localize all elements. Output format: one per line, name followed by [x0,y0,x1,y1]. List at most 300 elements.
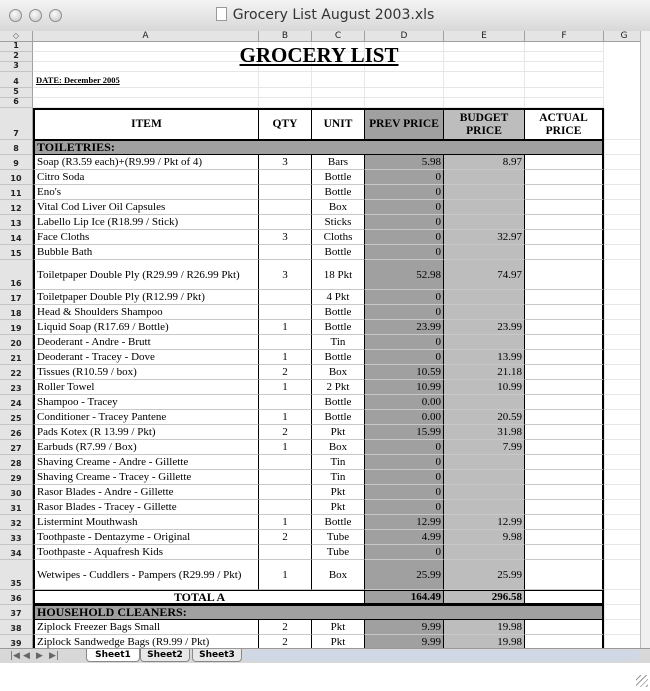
cell-prev[interactable]: 25.99 [365,560,444,590]
grid-line [604,619,640,620]
cell-qty[interactable] [259,185,312,200]
cell-unit[interactable]: Sticks [312,215,365,230]
last-sheet-icon[interactable]: ▶| [49,651,59,661]
cell-budget[interactable]: 21.18 [444,365,525,380]
cell-budget[interactable]: 8.97 [444,155,525,170]
item-cell[interactable]: Pads Kotex (R 13.99 / Pkt) [33,425,259,440]
cell-qty[interactable] [259,305,312,320]
window-title [0,7,650,23]
cell-qty[interactable]: 2 [259,635,312,648]
cell-budget[interactable] [444,335,525,350]
cell-prev[interactable]: 0 [365,290,444,305]
cell-budget[interactable]: 12.99 [444,515,525,530]
cell-budget[interactable] [444,545,525,560]
row-header-7[interactable]: 7 [0,108,33,140]
item-cell[interactable]: Toothpaste - Aquafresh Kids [33,545,259,560]
cell-unit[interactable]: Box [312,200,365,215]
row-header-16[interactable]: 16 [0,260,33,290]
tab-sheet1[interactable]: Sheet1 [86,649,140,662]
cell-unit[interactable]: Box [312,440,365,455]
row-header-28[interactable]: 28 [0,455,33,470]
cell-unit[interactable]: Tube [312,545,365,560]
cell-qty[interactable]: 1 [259,515,312,530]
cell-actual[interactable] [525,545,604,560]
cell-actual[interactable] [525,440,604,455]
tab-sheet2[interactable]: Sheet2 [140,649,190,662]
cell-qty[interactable]: 2 [259,530,312,545]
cell-budget[interactable]: 32.97 [444,230,525,245]
cell-prev[interactable]: 0 [365,500,444,515]
total-budget[interactable]: 296.58 [444,590,525,605]
total-prev[interactable]: 164.49 [365,590,444,605]
cell-budget[interactable] [444,470,525,485]
cell-actual[interactable] [525,185,604,200]
row-header-5[interactable]: 5 [0,88,33,98]
cell-unit[interactable]: Bottle [312,185,365,200]
grid-line [604,470,605,485]
vertical-scrollbar[interactable] [640,31,650,648]
cell-budget[interactable]: 31.98 [444,425,525,440]
column-header-d[interactable]: D [365,31,444,42]
item-cell[interactable]: Labello Lip Ice (R18.99 / Stick) [33,215,259,230]
cell-prev[interactable]: 10.59 [365,365,444,380]
grid-line [604,394,640,395]
cell-qty[interactable]: 1 [259,350,312,365]
cell-budget[interactable] [444,290,525,305]
cell-unit[interactable]: Cloths [312,230,365,245]
row-header-15[interactable]: 15 [0,245,33,260]
cell-budget[interactable] [444,215,525,230]
cell-actual[interactable] [525,485,604,500]
window-title-text: Grocery List August 2003.xls [232,7,435,23]
grid-line [604,620,605,635]
grid-line [604,229,640,230]
row-header-22[interactable]: 22 [0,365,33,380]
grid-line [604,364,640,365]
grid-line [604,589,640,590]
cell-unit[interactable]: Bottle [312,410,365,425]
cell-unit[interactable]: Tin [312,335,365,350]
item-cell[interactable]: Rasor Blades - Tracey - Gillette [33,500,259,515]
row-header-32[interactable]: 32 [0,515,33,530]
cell-budget[interactable]: 9.98 [444,530,525,545]
cell-qty[interactable]: 1 [259,380,312,395]
grid-line [604,544,640,545]
cell-prev[interactable]: 0 [365,335,444,350]
cell-actual[interactable] [525,290,604,305]
cell-actual[interactable] [525,320,604,335]
item-cell[interactable]: Toiletpaper Double Ply (R12.99 / Pkt) [33,290,259,305]
item-cell[interactable]: Ziplock Sandwedge Bags (R9.99 / Pkt) [33,635,259,648]
item-cell[interactable]: Rasor Blades - Andre - Gillette [33,485,259,500]
item-cell[interactable]: Conditioner - Tracey Pantene [33,410,259,425]
grid-line [604,635,605,648]
cell-qty[interactable] [259,215,312,230]
cell-unit[interactable]: Bottle [312,320,365,335]
grid-line [604,320,605,335]
cell-actual[interactable] [525,620,604,635]
cell-actual[interactable] [525,170,604,185]
header-item: ITEM [33,108,259,140]
item-cell[interactable]: Shaving Creame - Andre - Gillette [33,455,259,470]
row-header-21[interactable]: 21 [0,350,33,365]
grid-line [604,304,640,305]
cell-prev[interactable]: 0 [365,455,444,470]
spreadsheet-grid[interactable] [0,31,640,648]
cell-qty[interactable] [259,200,312,215]
cell-budget[interactable] [444,455,525,470]
row-header-17[interactable]: 17 [0,290,33,305]
cell-unit[interactable]: Tube [312,530,365,545]
cell-prev[interactable]: 10.99 [365,380,444,395]
cell-unit[interactable]: Tin [312,455,365,470]
cell-qty[interactable] [259,170,312,185]
cell-unit[interactable]: Pkt [312,620,365,635]
cell-unit[interactable]: Box [312,365,365,380]
cell-budget[interactable] [444,170,525,185]
grid-line [604,319,640,320]
cell-qty[interactable] [259,395,312,410]
cell-prev[interactable]: 0 [365,485,444,500]
cell-budget[interactable]: 20.59 [444,410,525,425]
cell-unit[interactable]: Bottle [312,245,365,260]
column-header-g[interactable]: G [604,31,640,42]
grid-line [604,485,605,500]
item-cell[interactable]: Listermint Mouthwash [33,515,259,530]
item-cell[interactable]: Ziplock Freezer Bags Small [33,620,259,635]
cell-budget[interactable]: 7.99 [444,440,525,455]
grid-line [604,410,605,425]
row-header-14[interactable]: 14 [0,230,33,245]
cell-qty[interactable]: 3 [259,230,312,245]
row-header-9[interactable]: 9 [0,155,33,170]
cell-budget[interactable]: 13.99 [444,350,525,365]
column-header-a[interactable]: A [33,31,259,42]
item-cell[interactable]: Face Cloths [33,230,259,245]
cell-unit[interactable]: Bottle [312,170,365,185]
item-cell[interactable]: Bubble Bath [33,245,259,260]
row-header-27[interactable]: 27 [0,440,33,455]
item-cell[interactable]: Deoderant - Tracey - Dove [33,350,259,365]
row-header-24[interactable]: 24 [0,395,33,410]
row-header-39[interactable]: 39 [0,635,33,648]
cell-actual[interactable] [525,230,604,245]
row-header-18[interactable]: 18 [0,305,33,320]
cell-unit[interactable]: Bars [312,155,365,170]
grid-line [311,72,312,88]
section-label[interactable]: HOUSEHOLD CLEANERS: [33,605,604,620]
cell-actual[interactable] [525,155,604,170]
column-header-e[interactable]: E [444,31,525,42]
grid-line [33,87,604,88]
cell-qty[interactable]: 2 [259,365,312,380]
cell-actual[interactable] [525,410,604,425]
cell-qty[interactable]: 2 [259,620,312,635]
row-header-19[interactable]: 19 [0,320,33,335]
cell-actual[interactable] [525,260,604,290]
cell-prev[interactable]: 23.99 [365,320,444,335]
row-header-26[interactable]: 26 [0,425,33,440]
row-header-38[interactable]: 38 [0,620,33,635]
cell-actual[interactable] [525,530,604,545]
cell-prev[interactable]: 12.99 [365,515,444,530]
section-label[interactable]: TOILETRIES: [33,140,604,155]
cell-budget[interactable] [444,200,525,215]
row-header-31[interactable]: 31 [0,500,33,515]
grid-line [604,454,640,455]
cell-budget[interactable]: 23.99 [444,320,525,335]
item-cell[interactable]: Toiletpaper Double Ply (R29.99 / R26.99 Pkt) [33,260,259,290]
column-header-b[interactable]: B [259,31,312,42]
cell-prev[interactable]: 0.00 [365,395,444,410]
grid-line [33,71,604,72]
grid-line [604,424,640,425]
item-cell[interactable]: Earbuds (R7.99 / Box) [33,440,259,455]
sheet-title[interactable]: GROCERY LIST [239,43,399,67]
cell-qty[interactable] [259,470,312,485]
cell-prev[interactable]: 5.98 [365,155,444,170]
cell-unit[interactable]: 4 Pkt [312,290,365,305]
cell-prev[interactable]: 15.99 [365,425,444,440]
grid-line [603,72,604,88]
cell-actual[interactable] [525,425,604,440]
grid-line [604,455,605,470]
row-header-35[interactable]: 35 [0,560,33,590]
row-header-10[interactable]: 10 [0,170,33,185]
cell-actual[interactable] [525,245,604,260]
item-cell[interactable]: Vital Cod Liver Oil Capsules [33,200,259,215]
grid-line [604,590,605,605]
cell-qty[interactable] [259,485,312,500]
row-header-8[interactable]: 8 [0,140,33,155]
first-sheet-icon[interactable]: |◀ [10,651,20,661]
cell-prev[interactable]: 52.98 [365,260,444,290]
cell-qty[interactable] [259,500,312,515]
tab-sheet3[interactable]: Sheet3 [192,649,242,662]
cell-budget[interactable]: 19.98 [444,635,525,648]
item-cell[interactable]: Head & Shoulders Shampoo [33,305,259,320]
row-header-30[interactable]: 30 [0,485,33,500]
cell-actual[interactable] [525,515,604,530]
row-header-13[interactable]: 13 [0,215,33,230]
cell-actual[interactable] [525,395,604,410]
cell-prev[interactable]: 0 [365,185,444,200]
cell-unit[interactable]: Bottle [312,305,365,320]
cell-qty[interactable]: 1 [259,560,312,590]
cell-unit[interactable]: 2 Pkt [312,380,365,395]
cell-budget[interactable] [444,185,525,200]
grid-line [604,260,605,290]
grid-line [604,259,640,260]
row-header-1[interactable]: 1 [0,42,33,52]
cell-qty[interactable]: 1 [259,440,312,455]
item-cell[interactable]: Liquid Soap (R17.69 / Bottle) [33,320,259,335]
cell-prev[interactable]: 0 [365,350,444,365]
item-cell[interactable]: Soap (R3.59 each)+(R9.99 / Pkt of 4) [33,155,259,170]
cell-actual[interactable] [525,560,604,590]
grid-line [604,170,605,185]
grid-line [604,514,640,515]
total-actual[interactable] [525,590,604,605]
cell-budget[interactable]: 19.98 [444,620,525,635]
grid-line [524,72,525,88]
header-prev: PREV PRICE [365,108,444,140]
cell-prev[interactable]: 0.00 [365,410,444,425]
cell-prev[interactable]: 0 [365,305,444,320]
grid-line [604,230,605,245]
cell-budget[interactable]: 74.97 [444,260,525,290]
cell-budget[interactable] [444,245,525,260]
cell-unit[interactable]: Box [312,560,365,590]
cell-unit[interactable]: Tin [312,470,365,485]
cell-prev[interactable]: 0 [365,545,444,560]
cell-prev[interactable]: 0 [365,200,444,215]
grid-line [604,215,605,230]
cell-qty[interactable]: 3 [259,260,312,290]
cell-prev[interactable]: 0 [365,470,444,485]
row-header-36[interactable]: 36 [0,590,33,605]
select-all-corner[interactable]: ◇ [0,31,33,42]
item-cell[interactable]: Tissues (R10.59 / box) [33,365,259,380]
cell-prev[interactable]: 4.99 [365,530,444,545]
item-cell[interactable]: Roller Towel [33,380,259,395]
cell-unit[interactable]: Pkt [312,635,365,648]
cell-qty[interactable]: 1 [259,410,312,425]
row-header-12[interactable]: 12 [0,200,33,215]
item-cell[interactable]: Wetwipes - Cuddlers - Pampers (R29.99 / Pkt) [33,560,259,590]
cell-prev[interactable]: 9.99 [365,635,444,648]
grid-line [604,305,605,320]
grid-line [604,529,640,530]
row-header-3[interactable]: 3 [0,62,33,72]
row-header-25[interactable]: 25 [0,410,33,425]
cell-prev[interactable]: 0 [365,440,444,455]
grid-line [604,154,640,155]
item-cell[interactable]: Shaving Creame - Tracey - Gillette [33,470,259,485]
cell-qty[interactable] [259,245,312,260]
cell-actual[interactable] [525,635,604,648]
cell-actual[interactable] [525,200,604,215]
cell-prev[interactable]: 0 [365,245,444,260]
cell-prev[interactable]: 0 [365,230,444,245]
item-cell[interactable]: Eno's [33,185,259,200]
grid-line [604,604,640,605]
cell-actual[interactable] [525,455,604,470]
grid-line [364,72,365,88]
grid-line [604,484,640,485]
cell-actual[interactable] [525,380,604,395]
grid-line [604,634,640,635]
cell-budget[interactable] [444,305,525,320]
cell-qty[interactable]: 1 [259,320,312,335]
grid-line [604,530,605,545]
cell-actual[interactable] [525,350,604,365]
row-header-33[interactable]: 33 [0,530,33,545]
column-header-f[interactable]: F [525,31,604,42]
grid-line [604,349,640,350]
grid-line [604,380,605,395]
grid-line [604,500,605,515]
grid-line [604,289,640,290]
row-header-37[interactable]: 37 [0,605,33,620]
cell-qty[interactable] [259,290,312,305]
grid-line [604,560,605,590]
cell-actual[interactable] [525,335,604,350]
cell-qty[interactable] [259,335,312,350]
header-actual: ACTUAL PRICE [525,108,604,140]
cell-qty[interactable] [259,455,312,470]
cell-prev[interactable]: 9.99 [365,620,444,635]
grid-line [604,469,640,470]
grid-line [604,425,605,440]
grid-line [604,350,605,365]
row-header-20[interactable]: 20 [0,335,33,350]
cell-qty[interactable]: 3 [259,155,312,170]
horizontal-scrollbar[interactable] [242,650,640,661]
cell-unit[interactable]: Bottle [312,395,365,410]
cell-qty[interactable] [259,545,312,560]
cell-prev[interactable]: 0 [365,215,444,230]
row-header-34[interactable]: 34 [0,545,33,560]
cell-budget[interactable] [444,395,525,410]
column-header-c[interactable]: C [312,31,365,42]
grid-line [604,290,605,305]
item-cell[interactable]: Deoderant - Andre - Brutt [33,335,259,350]
cell-budget[interactable] [444,500,525,515]
cell-budget[interactable]: 25.99 [444,560,525,590]
cell-unit[interactable]: Bottle [312,350,365,365]
resize-grip-icon[interactable] [636,675,648,687]
cell-unit[interactable]: 18 Pkt [312,260,365,290]
cell-unit[interactable]: Pkt [312,485,365,500]
cell-budget[interactable] [444,485,525,500]
grid-line [604,379,640,380]
row-header-29[interactable]: 29 [0,470,33,485]
row-header-2[interactable]: 2 [0,52,33,62]
total-label[interactable]: TOTAL A [33,590,365,605]
item-cell[interactable]: Citro Soda [33,170,259,185]
grid-line [604,439,640,440]
item-cell[interactable]: Shampoo - Tracey [33,395,259,410]
grid-line [604,199,640,200]
cell-unit[interactable]: Bottle [312,515,365,530]
cell-prev[interactable]: 0 [365,170,444,185]
cell-actual[interactable] [525,305,604,320]
prev-sheet-icon[interactable]: ◀ [23,651,30,661]
cell-actual[interactable] [525,500,604,515]
row-header-6[interactable]: 6 [0,98,33,108]
grid-line [604,139,640,140]
date-label[interactable]: DATE: December 2005 [36,75,120,85]
row-header-4[interactable]: 4 [0,72,33,88]
cell-unit[interactable]: Pkt [312,500,365,515]
grid-line [258,72,259,88]
cell-actual[interactable] [525,365,604,380]
grid-line [604,169,640,170]
cell-unit[interactable]: Pkt [312,425,365,440]
row-header-23[interactable]: 23 [0,380,33,395]
next-sheet-icon[interactable]: ▶ [36,651,43,661]
row-header-11[interactable]: 11 [0,185,33,200]
grid-line [604,184,640,185]
cell-qty[interactable]: 2 [259,425,312,440]
item-cell[interactable]: Toothpaste - Dentazyme - Original [33,530,259,545]
grid-line [604,140,605,155]
cell-actual[interactable] [525,470,604,485]
cell-actual[interactable] [525,215,604,230]
cell-budget[interactable]: 10.99 [444,380,525,395]
grid-line [604,545,605,560]
